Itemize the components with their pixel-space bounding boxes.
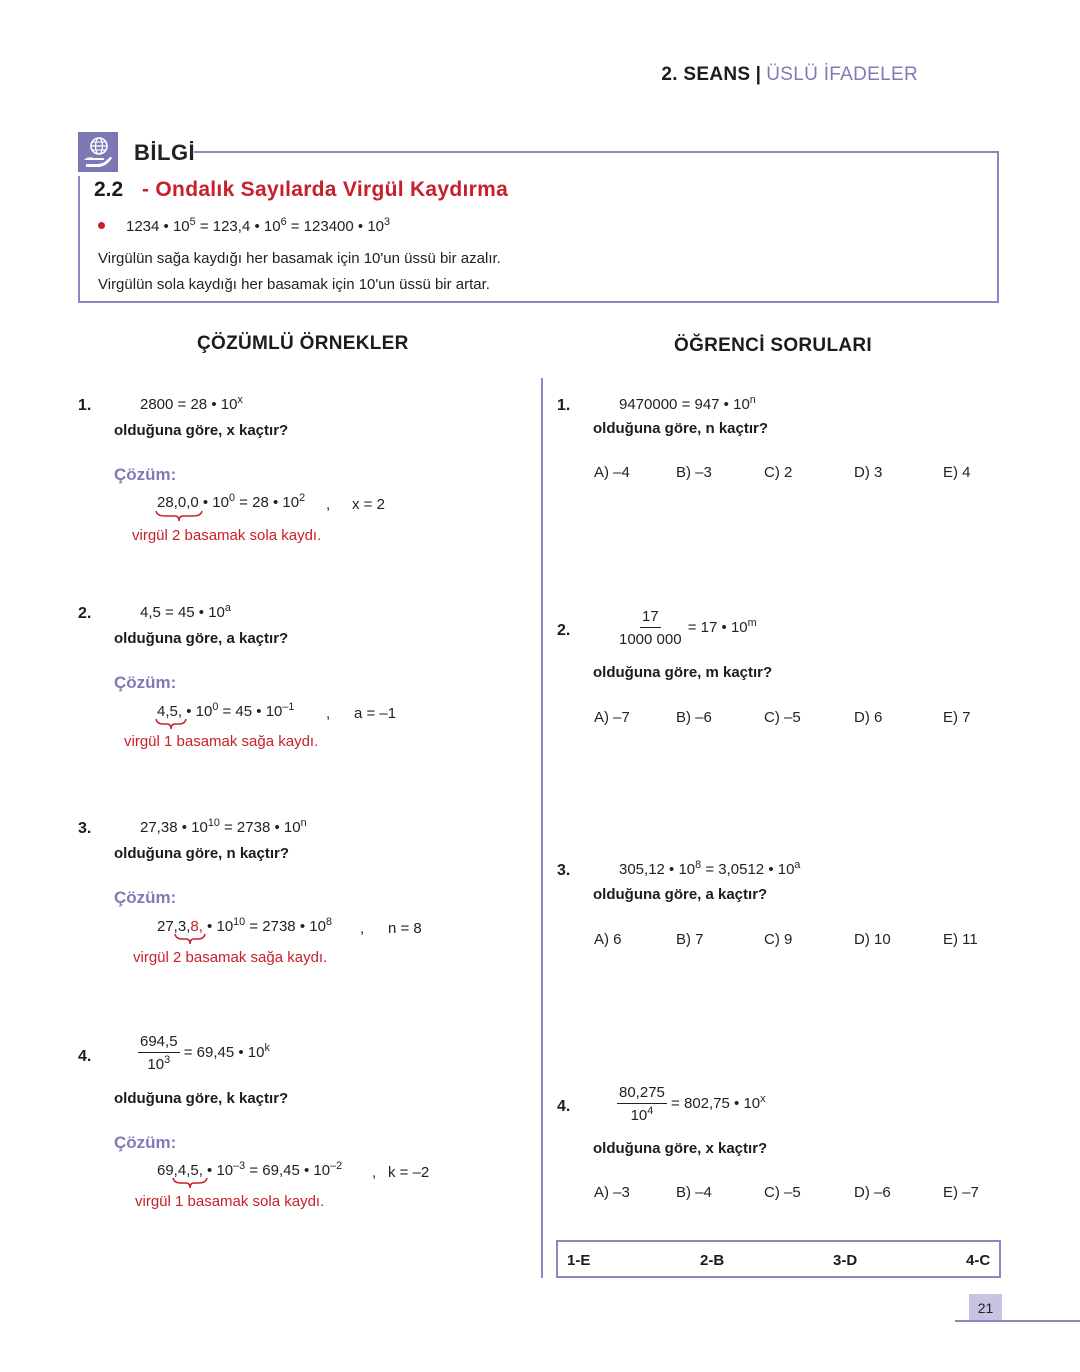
seans-label: 2. SEANS bbox=[661, 64, 751, 85]
solved-4-equation: $\frac{694,5}{10^3}$ = 69,45 • 10$^k$ bbox=[140, 1033, 270, 1073]
student-4-option-d[interactable]: D) –6 bbox=[854, 1184, 891, 1201]
solved-2-comma: , bbox=[326, 705, 331, 722]
solved-1-question: olduğuna göre, x kaçtır? bbox=[114, 422, 289, 439]
student-3-option-d[interactable]: D) 10 bbox=[854, 931, 891, 948]
solved-2-solution-label: Çözüm: bbox=[114, 673, 177, 692]
solved-1-solution: 28,0,0 • $10^0 = 28$ • $10^2$ bbox=[157, 492, 306, 511]
student-4-option-e[interactable]: E) –7 bbox=[943, 1184, 979, 1201]
student-2-option-b[interactable]: B) –6 bbox=[676, 709, 712, 726]
student-4-option-b[interactable]: B) –4 bbox=[676, 1184, 712, 1201]
student-1-option-d[interactable]: D) 3 bbox=[854, 464, 883, 481]
student-3-equation: 305,12 • $10^8 = 3,0512$ • 10$^a$ bbox=[619, 859, 801, 878]
student-3-option-e[interactable]: E) 11 bbox=[943, 931, 978, 948]
answer-4: 4-C bbox=[966, 1252, 991, 1269]
solved-2-note: virgül 1 basamak sağa kaydı. bbox=[124, 733, 319, 750]
topic-label: ÜSLÜ İFADELER bbox=[766, 64, 918, 85]
student-1-question: olduğuna göre, n kaçtır? bbox=[593, 420, 769, 437]
page-header bbox=[661, 64, 918, 86]
student-3-option-a[interactable]: A) 6 bbox=[594, 931, 622, 948]
solved-1-note: virgül 2 basamak sola kaydı. bbox=[132, 527, 322, 544]
student-1-equation: 9470000 = 947 • 10$^n$ bbox=[619, 394, 756, 413]
header-separator: | bbox=[755, 64, 761, 85]
solved-heading: ÇÖZÜMLÜ ÖRNEKLER bbox=[197, 333, 409, 354]
student-4-equation: $\frac{80,275}{10^4}$ = 802,75 • 10$^x$ bbox=[619, 1084, 766, 1124]
solved-3-number: 3. bbox=[78, 820, 92, 837]
solved-4-number: 4. bbox=[78, 1048, 92, 1065]
solved-1-brace bbox=[155, 509, 203, 528]
solved-1-number: 1. bbox=[78, 397, 92, 414]
student-4-option-c[interactable]: C) –5 bbox=[764, 1184, 801, 1201]
info-header-line bbox=[202, 151, 999, 153]
solved-2-solution: 4,5, • $10^0 = 45$ • $10^{-1}$ bbox=[157, 701, 295, 720]
solved-3-comma: , bbox=[360, 920, 365, 937]
student-2-option-e[interactable]: E) 7 bbox=[943, 709, 971, 726]
solved-2-equation: 4,5 = 45 • 10$^a$ bbox=[140, 602, 231, 621]
solved-3-note: virgül 2 basamak sağa kaydı. bbox=[133, 949, 328, 966]
info-label: BİLGİ bbox=[134, 140, 196, 165]
solved-2-number: 2. bbox=[78, 605, 92, 622]
student-1-option-c[interactable]: C) 2 bbox=[764, 464, 793, 481]
student-2-number: 2. bbox=[557, 622, 571, 639]
student-2-question: olduğuna göre, m kaçtır? bbox=[593, 664, 773, 681]
solved-4-result: k = –2 bbox=[388, 1164, 430, 1181]
section-number: 2.2 bbox=[94, 178, 124, 201]
solved-2-question: olduğuna göre, a kaçtır? bbox=[114, 630, 289, 647]
globe-hand-icon bbox=[78, 132, 118, 172]
section-title: - Ondalık Sayılarda Virgül Kaydırma bbox=[142, 178, 509, 201]
rule-left: Virgülün sola kaydığı her basamak için 10'un üssü bir artar. bbox=[98, 276, 490, 293]
page-number-line bbox=[955, 1320, 1080, 1322]
student-1-option-e[interactable]: E) 4 bbox=[943, 464, 971, 481]
solved-3-equation: 27,38 • $10^{10} = 2738$ • 10$^n$ bbox=[140, 817, 307, 836]
student-1-option-a[interactable]: A) –4 bbox=[594, 464, 630, 481]
student-2-fraction: $\frac{17}{1000 000}$ bbox=[619, 608, 682, 648]
answer-key bbox=[556, 1240, 1001, 1278]
page-number: 21 bbox=[977, 1300, 994, 1316]
student-2-option-c[interactable]: C) –5 bbox=[764, 709, 801, 726]
student-3-option-b[interactable]: B) 7 bbox=[676, 931, 704, 948]
student-2-option-d[interactable]: D) 6 bbox=[854, 709, 883, 726]
student-1-option-b[interactable]: B) –3 bbox=[676, 464, 712, 481]
solved-3-solution: 27,3,8, • $10^{10} = 2738$ • $10^8$ bbox=[157, 916, 332, 935]
student-heading: ÖĞRENCİ SORULARI bbox=[674, 335, 872, 356]
solved-3-solution-label: Çözüm: bbox=[114, 888, 177, 907]
solved-1-equation: 2800 = 28 • 10$^x$ bbox=[140, 394, 243, 413]
solved-1-solution-label: Çözüm: bbox=[114, 465, 177, 484]
student-4-fraction: $\frac{80,275}{10^4}$ bbox=[619, 1084, 665, 1124]
answer-3: 3-D bbox=[833, 1252, 858, 1269]
student-4-number: 4. bbox=[557, 1098, 571, 1115]
solved-3-question: olduğuna göre, n kaçtır? bbox=[114, 845, 290, 862]
solved-4-question: olduğuna göre, k kaçtır? bbox=[114, 1090, 289, 1107]
student-3-question: olduğuna göre, a kaçtır? bbox=[593, 886, 768, 903]
solved-4-fraction: $\frac{694,5}{10^3}$ bbox=[140, 1033, 178, 1073]
solved-1-comma: , bbox=[326, 496, 331, 513]
info-formula: 1234 • $10^5 = 123,4$ • $10^6 = 123400$ • $10^3$ bbox=[126, 216, 391, 235]
solved-1-result: x = 2 bbox=[352, 496, 385, 513]
answer-2: 2-B bbox=[700, 1252, 725, 1269]
student-3-option-c[interactable]: C) 9 bbox=[764, 931, 793, 948]
solved-3-result: n = 8 bbox=[388, 920, 422, 937]
solved-4-solution: 69,4,5, • $10^{-3} = 69,45$ • $10^{-2}$ bbox=[157, 1160, 343, 1179]
student-4-option-a[interactable]: A) –3 bbox=[594, 1184, 630, 1201]
student-4-question: olduğuna göre, x kaçtır? bbox=[593, 1140, 768, 1157]
answer-1: 1-E bbox=[567, 1252, 591, 1269]
column-divider bbox=[541, 378, 543, 1278]
solved-4-solution-label: Çözüm: bbox=[114, 1133, 177, 1152]
solved-4-comma: , bbox=[372, 1164, 377, 1181]
solved-4-note: virgül 1 basamak sola kaydı. bbox=[135, 1193, 325, 1210]
bullet-dot bbox=[98, 222, 105, 229]
solved-2-result: a = –1 bbox=[354, 705, 397, 722]
student-3-number: 3. bbox=[557, 862, 571, 879]
student-2-equation: $\frac{17}{1000 000}$ = 17 • 10$^m$ bbox=[619, 608, 757, 648]
student-1-number: 1. bbox=[557, 397, 571, 414]
student-2-option-a[interactable]: A) –7 bbox=[594, 709, 630, 726]
rule-right: Virgülün sağa kaydığı her basamak için 10'un üssü bir azalır. bbox=[98, 250, 501, 267]
